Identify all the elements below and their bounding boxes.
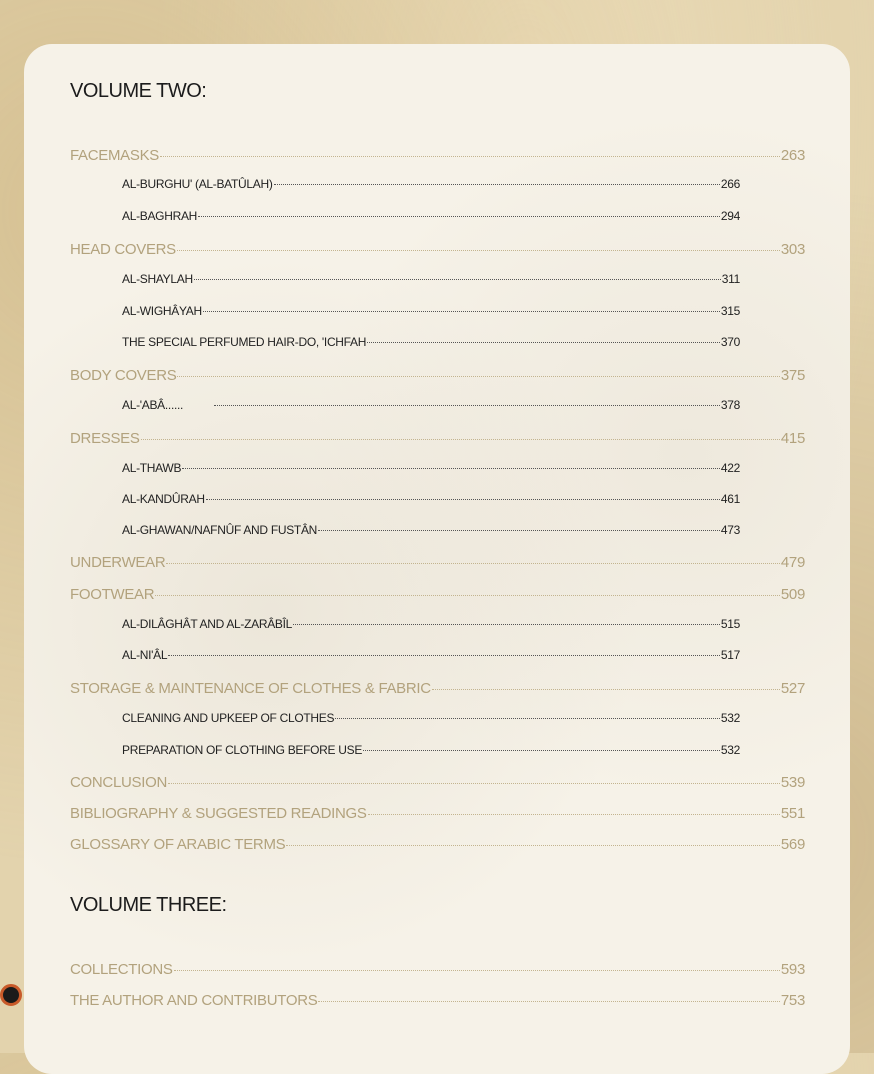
dot-leader	[177, 362, 779, 377]
entry-title: DRESSES	[70, 429, 140, 447]
page-number: 539	[780, 773, 805, 791]
toc-chapter-entry	[70, 145, 805, 164]
toc-section-entry	[122, 460, 740, 475]
toc-section-entry	[122, 303, 740, 318]
entry-title: STORAGE & MAINTENANCE OF CLOTHES & FABRIC	[70, 679, 431, 697]
dot-leader	[155, 581, 780, 596]
dot-leader	[293, 613, 720, 625]
toc-chapter-entry	[70, 834, 805, 853]
toc-section-entry	[122, 491, 740, 506]
entry-title: HEAD COVERS	[70, 240, 176, 258]
page-number: 753	[780, 991, 805, 1009]
toc-chapter-entry	[70, 803, 805, 822]
page-number: 593	[780, 960, 805, 978]
entry-title: AL-GHAWAN/NAFNÛF AND FUSTÂN	[122, 522, 318, 537]
dot-leader	[214, 394, 720, 406]
page-number: 532	[720, 710, 740, 725]
page-number: 422	[720, 460, 740, 475]
page-number: 473	[720, 522, 740, 537]
page-number: 378	[720, 397, 740, 412]
corner-stain	[0, 984, 22, 1006]
entry-title: AL-WIGHÂYAH	[122, 303, 202, 318]
page-number: 551	[780, 804, 805, 822]
dot-leader	[286, 831, 779, 846]
volume-heading: VOLUME THREE:	[70, 894, 227, 916]
entry-title: BODY COVERS	[70, 366, 177, 384]
dot-leader	[168, 769, 780, 784]
dot-leader	[182, 457, 720, 469]
dot-leader	[367, 331, 720, 343]
dot-leader	[203, 300, 720, 312]
toc-section-entry	[122, 176, 740, 191]
entry-title: THE SPECIAL PERFUMED HAIR-DO, 'ICHFAH	[122, 334, 367, 349]
toc-chapter-entry	[70, 428, 805, 447]
dot-leader	[368, 800, 780, 815]
toc-chapter-entry	[70, 239, 805, 258]
dot-leader	[198, 205, 720, 217]
entry-title: AL-BURGHU' (AL-BATÛLAH)	[122, 176, 273, 191]
dot-leader	[432, 675, 780, 690]
toc-chapter-entry	[70, 678, 805, 697]
entry-title: AL-BAGHRAH	[122, 208, 198, 223]
page-number: 294	[720, 208, 740, 223]
dot-leader	[318, 519, 720, 531]
dot-leader	[160, 142, 780, 157]
dot-leader	[274, 173, 720, 185]
dot-leader	[177, 236, 780, 251]
toc-section-entry	[122, 334, 740, 349]
page-number: 370	[720, 334, 740, 349]
toc-chapter-entry	[70, 365, 805, 384]
toc-chapter-entry	[70, 772, 805, 791]
toc-section-entry	[122, 616, 740, 631]
entry-title: UNDERWEAR	[70, 553, 166, 571]
entry-title: COLLECTIONS	[70, 960, 173, 978]
entry-title: AL-NI'ÂL	[122, 647, 168, 662]
toc-chapter-entry	[70, 990, 805, 1009]
entry-title: PREPARATION OF CLOTHING BEFORE USE	[122, 742, 363, 757]
dot-leader	[141, 425, 780, 440]
page-number: 461	[720, 491, 740, 506]
toc-chapter-entry	[70, 584, 805, 603]
toc-chapter-entry	[70, 959, 805, 978]
dot-leader	[206, 488, 720, 500]
page-number: 266	[720, 176, 740, 191]
entry-title: BIBLIOGRAPHY & SUGGESTED READINGS	[70, 804, 367, 822]
entry-title: FACEMASKS	[70, 146, 159, 164]
entry-title: THE AUTHOR AND CONTRIBUTORS	[70, 991, 318, 1009]
page-number: 415	[780, 429, 805, 447]
page-number: 515	[720, 616, 740, 631]
dot-leader	[363, 739, 720, 751]
dot-leader	[166, 549, 779, 564]
toc-chapter-entry	[70, 552, 805, 571]
page-number: 532	[720, 742, 740, 757]
page-number: 509	[780, 585, 805, 603]
toc-section-entry	[122, 710, 740, 725]
entry-title: AL-'ABÂ......	[122, 397, 184, 412]
volume-heading: VOLUME TWO:	[70, 80, 207, 102]
entry-title: CLEANING AND UPKEEP OF CLOTHES	[122, 710, 335, 725]
page-number: 303	[780, 240, 805, 258]
entry-title: AL-KANDÛRAH	[122, 491, 205, 506]
entry-title: FOOTWEAR	[70, 585, 155, 603]
page-number: 315	[720, 303, 740, 318]
entry-title: AL-DILÂGHÂT AND AL-ZARÂBÎL	[122, 616, 293, 631]
dot-leader	[318, 987, 779, 1002]
toc-section-entry	[122, 208, 740, 223]
toc-section-entry	[122, 397, 740, 412]
toc-section-entry	[122, 647, 740, 662]
entry-title: AL-THAWB	[122, 460, 182, 475]
page-number: 375	[780, 366, 805, 384]
page-number: 527	[780, 679, 805, 697]
entry-title: GLOSSARY OF ARABIC TERMS	[70, 835, 286, 853]
dot-leader	[335, 707, 720, 719]
dot-leader	[194, 268, 721, 280]
page-number: 311	[721, 271, 740, 286]
toc-section-entry	[122, 522, 740, 537]
page-number: 479	[780, 553, 805, 571]
entry-title: AL-SHAYLAH	[122, 271, 193, 286]
toc-section-entry	[122, 742, 740, 757]
page-number: 517	[720, 647, 740, 662]
entry-title: CONCLUSION	[70, 773, 168, 791]
toc-section-entry	[122, 271, 740, 286]
page-number: 569	[780, 835, 805, 853]
page-number: 263	[780, 146, 805, 164]
dot-leader	[168, 644, 720, 656]
dot-leader	[174, 956, 780, 971]
